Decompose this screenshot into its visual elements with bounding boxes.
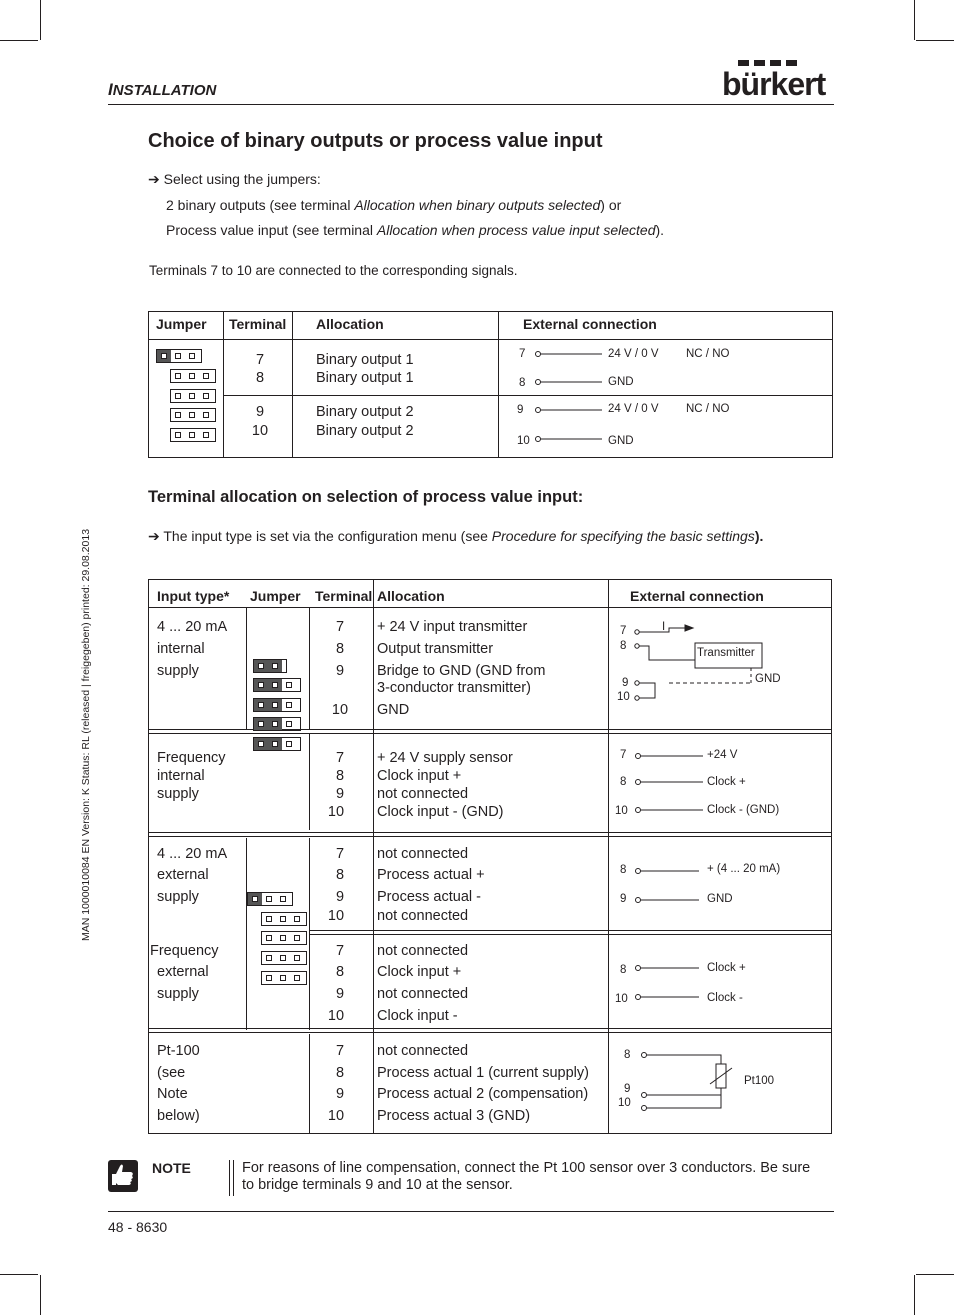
input-type-text: external (157, 964, 209, 980)
terminal-number: 9 (335, 786, 345, 802)
wire-terminal-label: 7 (519, 348, 526, 360)
wire-terminal-label: 9 (517, 404, 524, 416)
allocation-text: Process actual 1 (current supply) (377, 1065, 589, 1081)
wire-terminal-label: 8 (620, 964, 627, 976)
input-type-text: Frequency (157, 750, 226, 766)
allocation-text: + 24 V input transmitter (377, 619, 528, 635)
terminal-number: 9 (335, 1086, 345, 1102)
jumper-block (261, 971, 307, 985)
crop-mark (40, 1275, 41, 1315)
crop-mark (40, 0, 41, 40)
wire-signal-label: + (4 ... 20 mA) (707, 863, 781, 875)
col-header-allocation: Allocation (377, 588, 445, 604)
option-process-value: Process value input (see terminal Allocation when process value input selected). (166, 222, 665, 238)
gnd-label: GND (755, 673, 781, 685)
table-rule (148, 832, 832, 833)
footer-rule (108, 1211, 834, 1212)
allocation-text: Process actual + (377, 867, 485, 883)
jumper-block (261, 912, 307, 926)
wire-signal-label: Clock - (707, 992, 743, 1004)
wire-signal-label: Clock - (GND) (707, 804, 780, 816)
allocation-text: not connected (377, 986, 469, 1002)
allocation-text: Binary output 2 (316, 423, 414, 439)
allocation-text: not connected (377, 908, 469, 924)
transmitter-wiring-diagram (609, 608, 831, 729)
terminals-note: Terminals 7 to 10 are connected to the corresponding signals. (149, 263, 518, 278)
page-heading: Choice of binary outputs or process value input (148, 130, 603, 152)
terminal-number: 7 (335, 943, 345, 959)
page-number: 48 - 8630 (108, 1219, 168, 1235)
col-header-jumper: Jumper (250, 588, 301, 604)
wire-terminal-label: 9 (620, 893, 627, 905)
terminal-number: 8 (335, 768, 345, 784)
wire-terminal-label: 8 (620, 864, 627, 876)
allocation-text: 3-conductor transmitter) (377, 680, 531, 696)
table-rule (309, 608, 310, 730)
wire-signal-label: +24 V (707, 749, 738, 761)
wire-terminal-label: 10 (617, 691, 630, 703)
col-header-terminal: Terminal (229, 316, 287, 332)
wire-terminal-label: 7 (620, 749, 627, 761)
terminal-number: 8 (255, 370, 265, 386)
input-type-text: 4 ... 20 mA (157, 619, 228, 635)
col-header-jumper: Jumper (156, 316, 207, 332)
frequency-external-wiring-diagram (609, 937, 831, 1027)
wire-signal-label: GND (608, 376, 634, 388)
table-rule (148, 733, 832, 734)
wire-terminal-label: 10 (615, 805, 628, 817)
input-type-text: Note (157, 1086, 188, 1102)
table-rule (148, 729, 832, 730)
transmitter-label: Transmitter (697, 647, 755, 659)
brand-logo: bürkert (722, 66, 826, 102)
pt100-wiring-diagram (609, 1036, 831, 1133)
wire-signal-label: Clock + (707, 776, 746, 788)
crop-mark (0, 1274, 38, 1275)
wire-terminal-label: 9 (622, 677, 629, 689)
config-note: ➔ The input type is set via the configuration menu (see Procedure for specifying the basic settings). (148, 528, 764, 544)
input-type-text: below) (157, 1108, 200, 1124)
table-rule (223, 311, 224, 458)
jumper-block (253, 698, 301, 712)
allocation-text: not connected (377, 846, 469, 862)
terminal-number: 7 (335, 750, 345, 766)
terminal-number: 7 (335, 846, 345, 862)
terminal-number: 9 (335, 663, 345, 679)
jumper-block (253, 717, 301, 731)
allocation-text: not connected (377, 786, 469, 802)
section-title: INSTALLATION (108, 80, 217, 99)
table-rule (309, 1034, 310, 1134)
thumbs-up-icon (108, 1160, 138, 1192)
pt100-label: Pt100 (744, 1075, 775, 1087)
wire-terminal-label: 10 (615, 993, 628, 1005)
allocation-text: Clock input - (377, 1008, 458, 1024)
input-type-text: supply (157, 986, 199, 1002)
current-label: I (662, 621, 666, 633)
table-rule (309, 734, 310, 830)
allocation-text: not connected (377, 1043, 469, 1059)
current-external-wiring-diagram (609, 840, 831, 928)
crop-mark (914, 0, 915, 40)
jumper-block (156, 349, 202, 363)
jumper-block (253, 659, 287, 673)
note-text: For reasons of line compensation, connect the Pt 100 sensor over 3 conductors. Be sure to bridge terminals 9 and 10 at the sensor. (242, 1160, 811, 1193)
wire-terminal-label: 8 (624, 1049, 631, 1061)
document-metadata: MAN 1000010084 EN Version: K Status: RL (released | freigegeben) printed: 29.08.2013 (80, 528, 92, 942)
input-type-text: internal (157, 641, 205, 657)
table-rule (148, 1032, 832, 1033)
wire-terminal-label: 10 (618, 1097, 631, 1109)
wire-signal-label: Clock + (707, 962, 746, 974)
input-type-text: (see (157, 1065, 186, 1081)
terminal-number: 10 (327, 908, 345, 924)
wire-signal-label: GND (707, 893, 733, 905)
table-rule (148, 836, 832, 837)
terminal-number: 10 (327, 804, 345, 820)
jumper-block (170, 408, 216, 422)
allocation-text: Bridge to GND (GND from (377, 663, 546, 679)
crop-mark (916, 40, 954, 41)
header-rule (108, 104, 834, 105)
crop-mark (916, 1274, 954, 1275)
terminal-number: 9 (255, 404, 265, 420)
note-divider (233, 1160, 234, 1196)
wire-terminal-label: 8 (620, 640, 627, 652)
option-binary-outputs: 2 binary outputs (see terminal Allocation when binary outputs selected) or (166, 197, 622, 213)
wire-signal-label: NC / NO (686, 348, 730, 360)
binary-output-wiring-diagram (499, 340, 832, 457)
input-type-text: 4 ... 20 mA (157, 846, 228, 862)
table-rule (246, 838, 247, 1030)
allocation-text: Binary output 1 (316, 370, 414, 386)
allocation-text: GND (377, 702, 410, 718)
wire-signal-label: 24 V / 0 V (608, 403, 659, 415)
jumper-block (170, 369, 216, 383)
table-rule (309, 934, 832, 935)
table-rule (246, 608, 247, 730)
table-rule (292, 311, 293, 458)
allocation-text: Clock input + (377, 768, 462, 784)
allocation-text: + 24 V supply sensor (377, 750, 513, 766)
terminal-number: 10 (327, 1108, 345, 1124)
col-header-terminal: Terminal (315, 588, 373, 604)
allocation-text: Output transmitter (377, 641, 494, 657)
col-header-allocation: Allocation (316, 316, 384, 332)
allocation-text: Process actual 2 (compensation) (377, 1086, 589, 1102)
allocation-text: Clock input + (377, 964, 462, 980)
col-header-external: External connection (523, 316, 657, 332)
terminal-number: 8 (335, 1065, 345, 1081)
col-header-external: External connection (630, 588, 764, 604)
allocation-text: Binary output 2 (316, 404, 414, 420)
wire-signal-label: NC / NO (686, 403, 730, 415)
allocation-text: not connected (377, 943, 469, 959)
input-type-text: internal (157, 768, 205, 784)
terminal-number: 10 (331, 702, 349, 718)
input-type-text: supply (157, 786, 199, 802)
jumper-block (253, 678, 301, 692)
allocation-text: Process actual 3 (GND) (377, 1108, 531, 1124)
allocation-text: Process actual - (377, 889, 481, 905)
table-rule (148, 1028, 832, 1029)
wire-terminal-label: 8 (620, 776, 627, 788)
terminal-number: 9 (335, 986, 345, 1002)
input-type-text: external (157, 867, 209, 883)
input-type-text: supply (157, 663, 199, 679)
crop-mark (0, 40, 38, 41)
terminal-number: 8 (335, 641, 345, 657)
terminal-number: 8 (335, 964, 345, 980)
terminal-number: 8 (335, 867, 345, 883)
input-type-text: supply (157, 889, 199, 905)
jumper-block (261, 951, 307, 965)
jumper-block (170, 389, 216, 403)
allocation-text: Binary output 1 (316, 352, 414, 368)
wire-terminal-label: 8 (519, 377, 526, 389)
terminal-number: 10 (251, 423, 269, 439)
table-rule (309, 930, 832, 931)
jumper-block (170, 428, 216, 442)
wire-terminal-label: 9 (624, 1083, 631, 1095)
jumper-block (253, 737, 301, 751)
wire-signal-label: 24 V / 0 V (608, 348, 659, 360)
table-rule (373, 579, 374, 1134)
wire-terminal-label: 10 (517, 435, 530, 447)
input-type-text: Pt-100 (157, 1043, 200, 1059)
crop-mark (914, 1275, 915, 1315)
select-instruction: ➔ Select using the jumpers: (148, 171, 321, 187)
allocation-text: Clock input - (GND) (377, 804, 504, 820)
input-type-text: Frequency (150, 943, 219, 959)
jumper-block (261, 931, 307, 945)
jumper-block (247, 892, 293, 906)
terminal-number: 7 (255, 352, 265, 368)
note-label: NOTE (152, 1160, 191, 1176)
terminal-number: 10 (327, 1008, 345, 1024)
col-header-input-type: Input type* (157, 588, 230, 604)
section-heading: Terminal allocation on selection of process value input: (148, 488, 584, 506)
wire-signal-label: GND (608, 435, 634, 447)
note-divider (229, 1160, 230, 1196)
terminal-number: 7 (335, 619, 345, 635)
wire-terminal-label: 7 (620, 625, 627, 637)
terminal-number: 7 (335, 1043, 345, 1059)
terminal-number: 9 (335, 889, 345, 905)
